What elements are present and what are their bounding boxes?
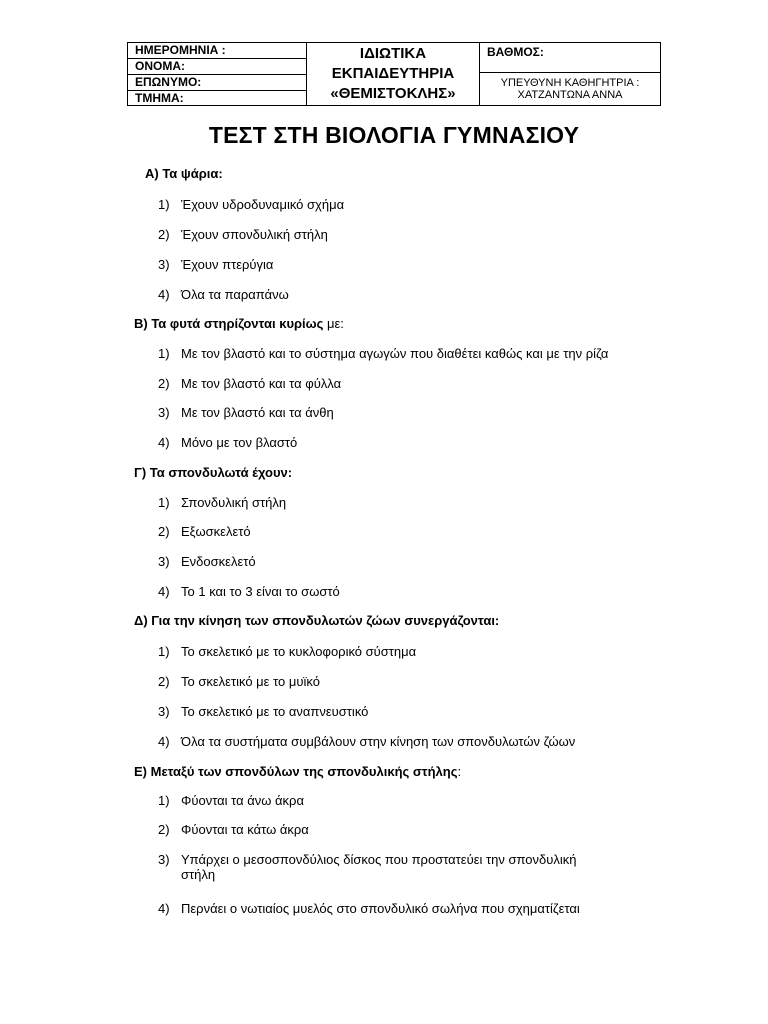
option-text: Με τον βλαστό και τα φύλλα xyxy=(181,376,342,391)
option-number: 2) xyxy=(158,822,170,837)
school-line: ΕΚΠΑΙΔΕΥΤΗΡΙΑ xyxy=(331,65,455,82)
answer-option xyxy=(158,495,286,510)
question-title xyxy=(134,764,461,779)
question-bold: Δ) Για την κίνηση των σπονδυλωτών ζώων συνεργάζονται: xyxy=(134,613,500,628)
answer-option xyxy=(158,644,416,659)
question-bold: Ε) Μεταξύ των σπονδύλων της σπονδυλικής στήλης xyxy=(134,764,458,779)
option-number: 1) xyxy=(158,793,170,808)
option-text: Το σκελετικό με το αναπνευστικό xyxy=(181,704,369,719)
option-text: Φύονται τα κάτω άκρα xyxy=(181,822,309,837)
answer-option xyxy=(158,227,328,242)
option-text: Περνάει ο νωτιαίος μυελός στο σπονδυλικό σωλήνα που σχηματίζεται xyxy=(181,901,580,916)
option-number: 1) xyxy=(158,644,170,659)
answer-option xyxy=(158,287,289,302)
question-bold: Γ) Τα σπονδυλωτά έχουν: xyxy=(134,465,293,480)
answer-option xyxy=(158,901,580,916)
grade-label: ΒΑΘΜΟΣ: xyxy=(480,43,660,73)
option-text: Με τον βλαστό και το σύστημα αγωγών που διαθέτει καθώς και με την ρίζα xyxy=(181,346,609,361)
option-text: Όλα τα συστήματα συμβάλουν στην κίνηση των σπονδυλωτών ζώων xyxy=(181,734,576,749)
answer-option xyxy=(158,346,608,361)
option-text: Το 1 και το 3 είναι το σωστό xyxy=(181,584,340,599)
question-plain: : xyxy=(457,764,462,779)
page-title: ΤΕΣΤ ΣΤΗ ΒΙΟΛΟΓΙΑ ΓΥΜΝΑΣΙΟΥ xyxy=(208,122,580,148)
option-number: 4) xyxy=(158,901,170,916)
question-title xyxy=(134,316,344,331)
date-field-label: ΗΜΕΡΟΜΗΝΙΑ : xyxy=(128,43,306,59)
answer-option xyxy=(158,704,368,719)
answer-option xyxy=(158,554,256,569)
option-text: Το σκελετικό με το μυϊκό xyxy=(181,674,320,689)
option-number: 2) xyxy=(158,524,170,539)
name-field-label: ΟΝΟΜΑ: xyxy=(128,59,306,75)
option-number: 3) xyxy=(158,554,170,569)
school-line: «ΘΕΜΙΣΤΟΚΛΗΣ» xyxy=(330,85,456,102)
option-number: 1) xyxy=(158,346,170,361)
option-number: 1) xyxy=(158,495,170,510)
option-number: 2) xyxy=(158,227,170,242)
option-number: 3) xyxy=(158,257,170,272)
option-text: Έχουν πτερύγια xyxy=(181,257,274,272)
option-text-line: στήλη xyxy=(181,867,216,882)
option-number: 3) xyxy=(158,704,170,719)
option-number: 3) xyxy=(158,405,170,420)
option-text: Εξωσκελετό xyxy=(181,524,251,539)
answer-option xyxy=(158,257,273,272)
option-text: Έχουν υδροδυναμικό σχήμα xyxy=(181,197,345,212)
answer-option xyxy=(158,524,251,539)
option-text xyxy=(181,852,576,882)
option-text: Το σκελετικό με το κυκλοφορικό σύστημα xyxy=(181,644,417,659)
answer-option xyxy=(158,435,297,450)
teacher-line: ΧΑΤΖΑΝΤΩΝΑ ΑΝΝΑ xyxy=(517,89,623,101)
option-text: Μόνο με τον βλαστό xyxy=(181,435,298,450)
option-number: 2) xyxy=(158,376,170,391)
option-number: 3) xyxy=(158,852,170,867)
answer-option xyxy=(158,793,304,808)
answer-option xyxy=(158,674,320,689)
teacher-line: ΥΠΕΥΘΥΝΗ ΚΑΘΗΓΗΤΡΙΑ : xyxy=(500,77,640,89)
surname-field-label: ΕΠΩΝΥΜΟ: xyxy=(128,75,306,91)
answer-option xyxy=(158,584,340,599)
question-plain: με: xyxy=(327,316,344,331)
answer-option xyxy=(158,852,576,882)
answer-option xyxy=(158,822,309,837)
school-line: ΙΔΙΩΤΙΚΑ xyxy=(359,45,427,62)
option-text: Φύονται τα άνω άκρα xyxy=(181,793,304,808)
option-number: 4) xyxy=(158,584,170,599)
question-title xyxy=(134,613,499,628)
answer-option xyxy=(158,405,334,420)
question-bold: Α) Τα ψάρια: xyxy=(145,166,223,181)
option-text: Με τον βλαστό και τα άνθη xyxy=(181,405,334,420)
answer-option xyxy=(158,734,575,749)
question-title xyxy=(145,166,223,181)
question-title xyxy=(134,465,292,480)
answer-option xyxy=(158,197,344,212)
option-number: 1) xyxy=(158,197,170,212)
class-field-label: ΤΜΗΜΑ: xyxy=(135,91,184,105)
option-text: Σπονδυλική στήλη xyxy=(181,495,287,510)
option-number: 4) xyxy=(158,435,170,450)
option-text: Ενδοσκελετό xyxy=(181,554,256,569)
question-bold: Β) Τα φυτά στηρίζονται κυρίως xyxy=(134,316,328,331)
option-number: 2) xyxy=(158,674,170,689)
option-number: 4) xyxy=(158,734,170,749)
option-text: Έχουν σπονδυλική στήλη xyxy=(181,227,328,242)
answer-option xyxy=(158,376,341,391)
option-text: Όλα τα παραπάνω xyxy=(181,287,289,302)
option-text-line: Υπάρχει ο μεσοσπονδύλιος δίσκος που προστατεύει την σπονδυλική xyxy=(181,852,577,867)
option-number: 4) xyxy=(158,287,170,302)
